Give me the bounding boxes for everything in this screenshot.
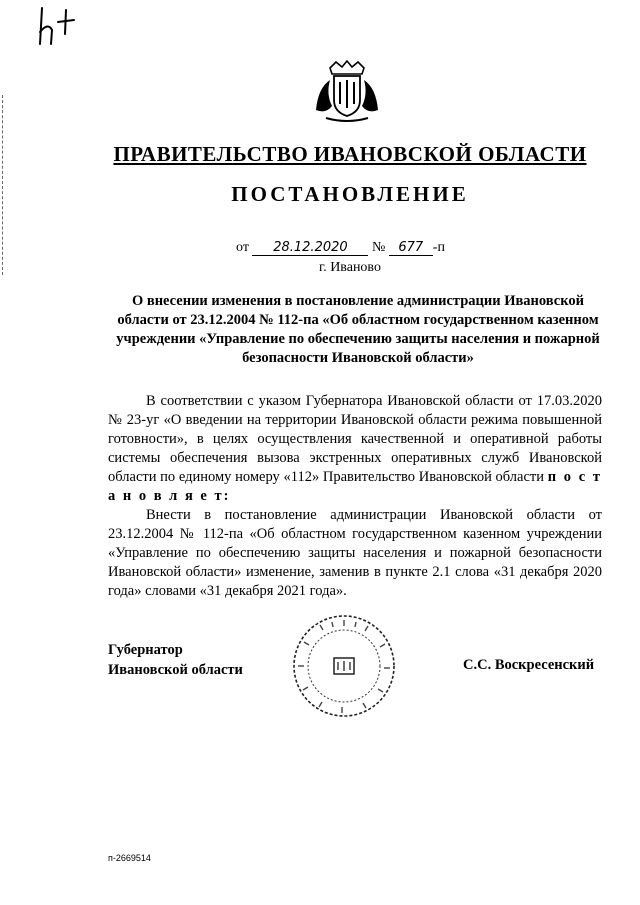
- handwritten-mark: [34, 4, 86, 48]
- document-code: п-2669514: [108, 853, 151, 863]
- coat-of-arms-emblem: [312, 60, 382, 124]
- document-body: [108, 392, 602, 601]
- signer-title-line2: Ивановской области: [108, 662, 243, 678]
- handwritten-number: 677: [389, 241, 433, 256]
- number-suffix: -п: [432, 240, 445, 255]
- document-type: ПОСТАНОВЛЕНИЕ: [231, 182, 469, 206]
- handwritten-date: 28.12.2020: [252, 241, 368, 256]
- preamble-text: В соответствии с указом Губернатора Ивановской области от 17.03.2020 № 23-уг «О введении на территории Ивановской области режима повышенной готовности», в целях осуществления качественной и оперативной работы системы обеспечения вызова экстренных оперативных служб Ивановской области по единому номеру «112» Правительство Ивановской области: [108, 393, 602, 485]
- city: г. Иваново: [319, 260, 381, 275]
- signer-name: С.С. Воскресенский: [463, 657, 595, 673]
- paragraph-resolution: Внести в постановление администрации Ивановской области от 23.12.2004 № 112-па «Об областном государственном казенном учреждении «Управление по обеспечению защиты населения и пожарной безопасности Ивановской области» изменение, заменив в пункте 2.1 слова «31 декабря 2020 года» словами «31 декабря 2021 года».: [108, 507, 602, 599]
- signer-title: [108, 640, 243, 680]
- official-seal-stamp: [290, 612, 398, 720]
- document-subject: О внесении изменения в постановление администрации Ивановской области от 23.12.2004 № 112-па «Об областном государственном казенном учреждении «Управление по обеспечению защиты населения и пожарной безопасности Ивановской области»: [116, 293, 600, 366]
- government-title: ПРАВИТЕЛЬСТВО ИВАНОВСКОЙ ОБЛАСТИ: [113, 142, 587, 166]
- signer-title-line1: Губернатор: [108, 642, 183, 658]
- resolution-keyword: п о с т а н о в л я е т:: [108, 469, 602, 504]
- date-number-line: [236, 240, 445, 256]
- date-prefix: от: [236, 240, 249, 255]
- number-sign: №: [371, 240, 386, 255]
- paragraph-preamble: [108, 392, 602, 506]
